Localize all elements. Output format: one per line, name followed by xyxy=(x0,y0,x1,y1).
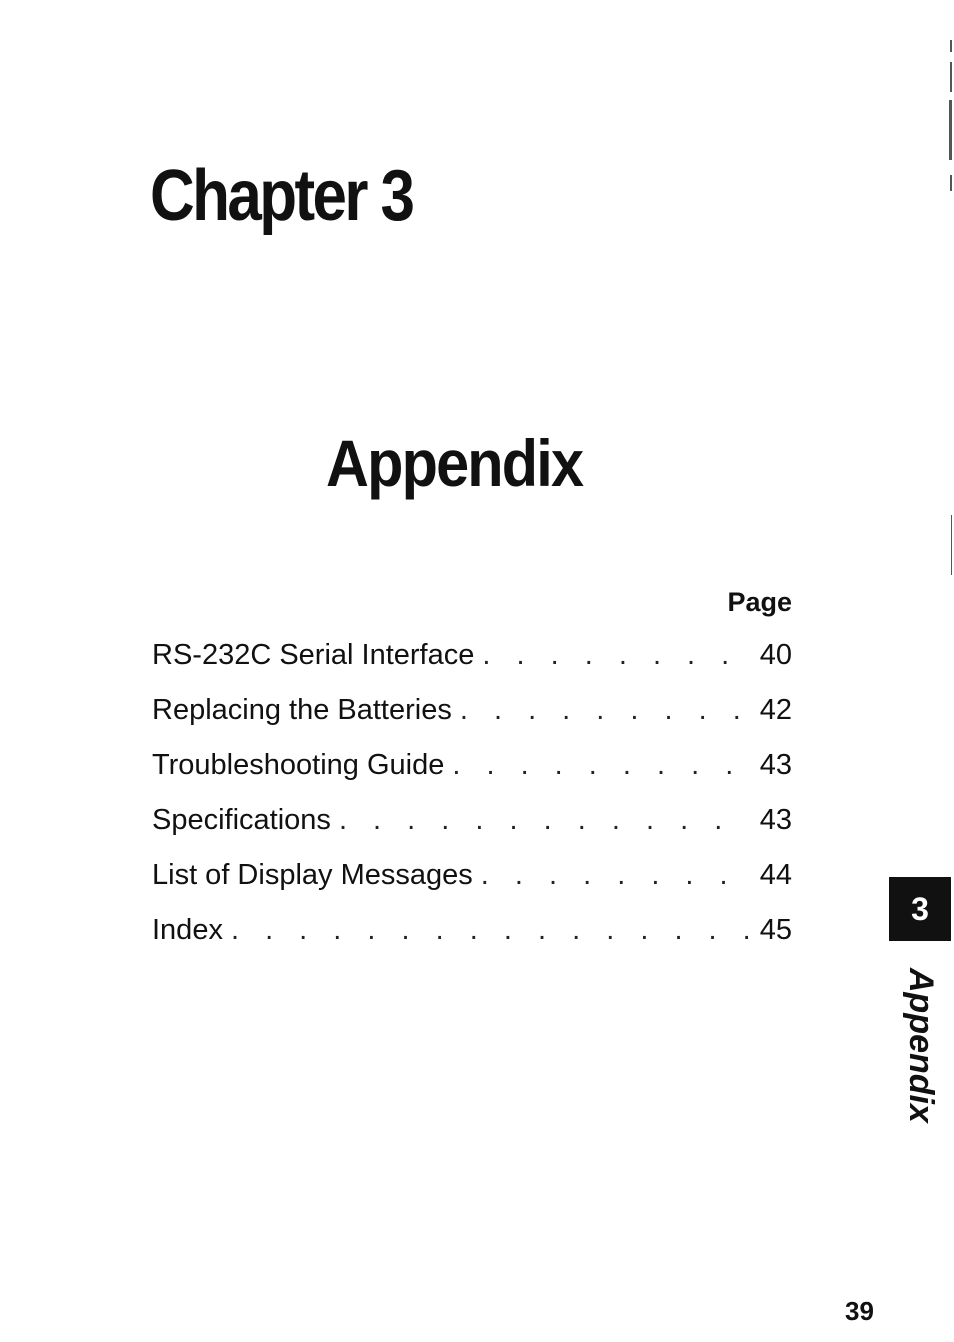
toc-leader-dots xyxy=(482,635,748,675)
toc-entry-display-messages[interactable] xyxy=(152,855,792,910)
side-tab-label-wrapper xyxy=(890,968,940,1138)
toc-entry-batteries[interactable] xyxy=(152,690,792,745)
toc-entry-page: 44 xyxy=(759,859,792,891)
edge-scan-mark xyxy=(951,515,952,575)
toc-leader-dots xyxy=(452,745,748,785)
toc-entry-label: RS-232C Serial Interface xyxy=(152,639,475,671)
toc-entry-specifications[interactable] xyxy=(152,800,792,855)
toc-entry-label: List of Display Messages xyxy=(152,859,473,891)
toc-entry-index[interactable] xyxy=(152,910,792,965)
toc-entry-page: 43 xyxy=(759,804,792,836)
toc-entry-page: 45 xyxy=(759,914,792,946)
edge-scan-mark xyxy=(949,100,952,160)
toc-leader-dots xyxy=(481,855,748,895)
toc-leader-dots xyxy=(231,910,748,950)
chapter-tab-badge: 3 xyxy=(889,877,951,941)
toc-entry-label: Replacing the Batteries xyxy=(152,694,452,726)
toc-entry-page: 42 xyxy=(759,694,792,726)
section-title: Appendix xyxy=(326,426,583,500)
toc-leader-dots xyxy=(339,800,748,840)
side-tab-label: Appendix xyxy=(902,968,940,1123)
toc-entry-label: Specifications xyxy=(152,804,331,836)
toc-entry-label: Index xyxy=(152,914,223,946)
toc-entry-rs232c[interactable] xyxy=(152,635,792,690)
page-number: 39 xyxy=(845,1296,874,1326)
toc-entry-page: 43 xyxy=(759,749,792,781)
edge-scan-mark xyxy=(950,175,952,191)
toc-entry-label: Troubleshooting Guide xyxy=(152,749,445,781)
toc-page-header: Page xyxy=(727,587,792,617)
toc-leader-dots xyxy=(460,690,748,730)
table-of-contents xyxy=(152,582,792,965)
chapter-title: Chapter 3 xyxy=(150,156,413,236)
toc-entry-troubleshooting[interactable] xyxy=(152,745,792,800)
toc-entry-page: 40 xyxy=(759,639,792,671)
edge-scan-mark xyxy=(950,40,952,52)
edge-scan-mark xyxy=(950,62,952,92)
